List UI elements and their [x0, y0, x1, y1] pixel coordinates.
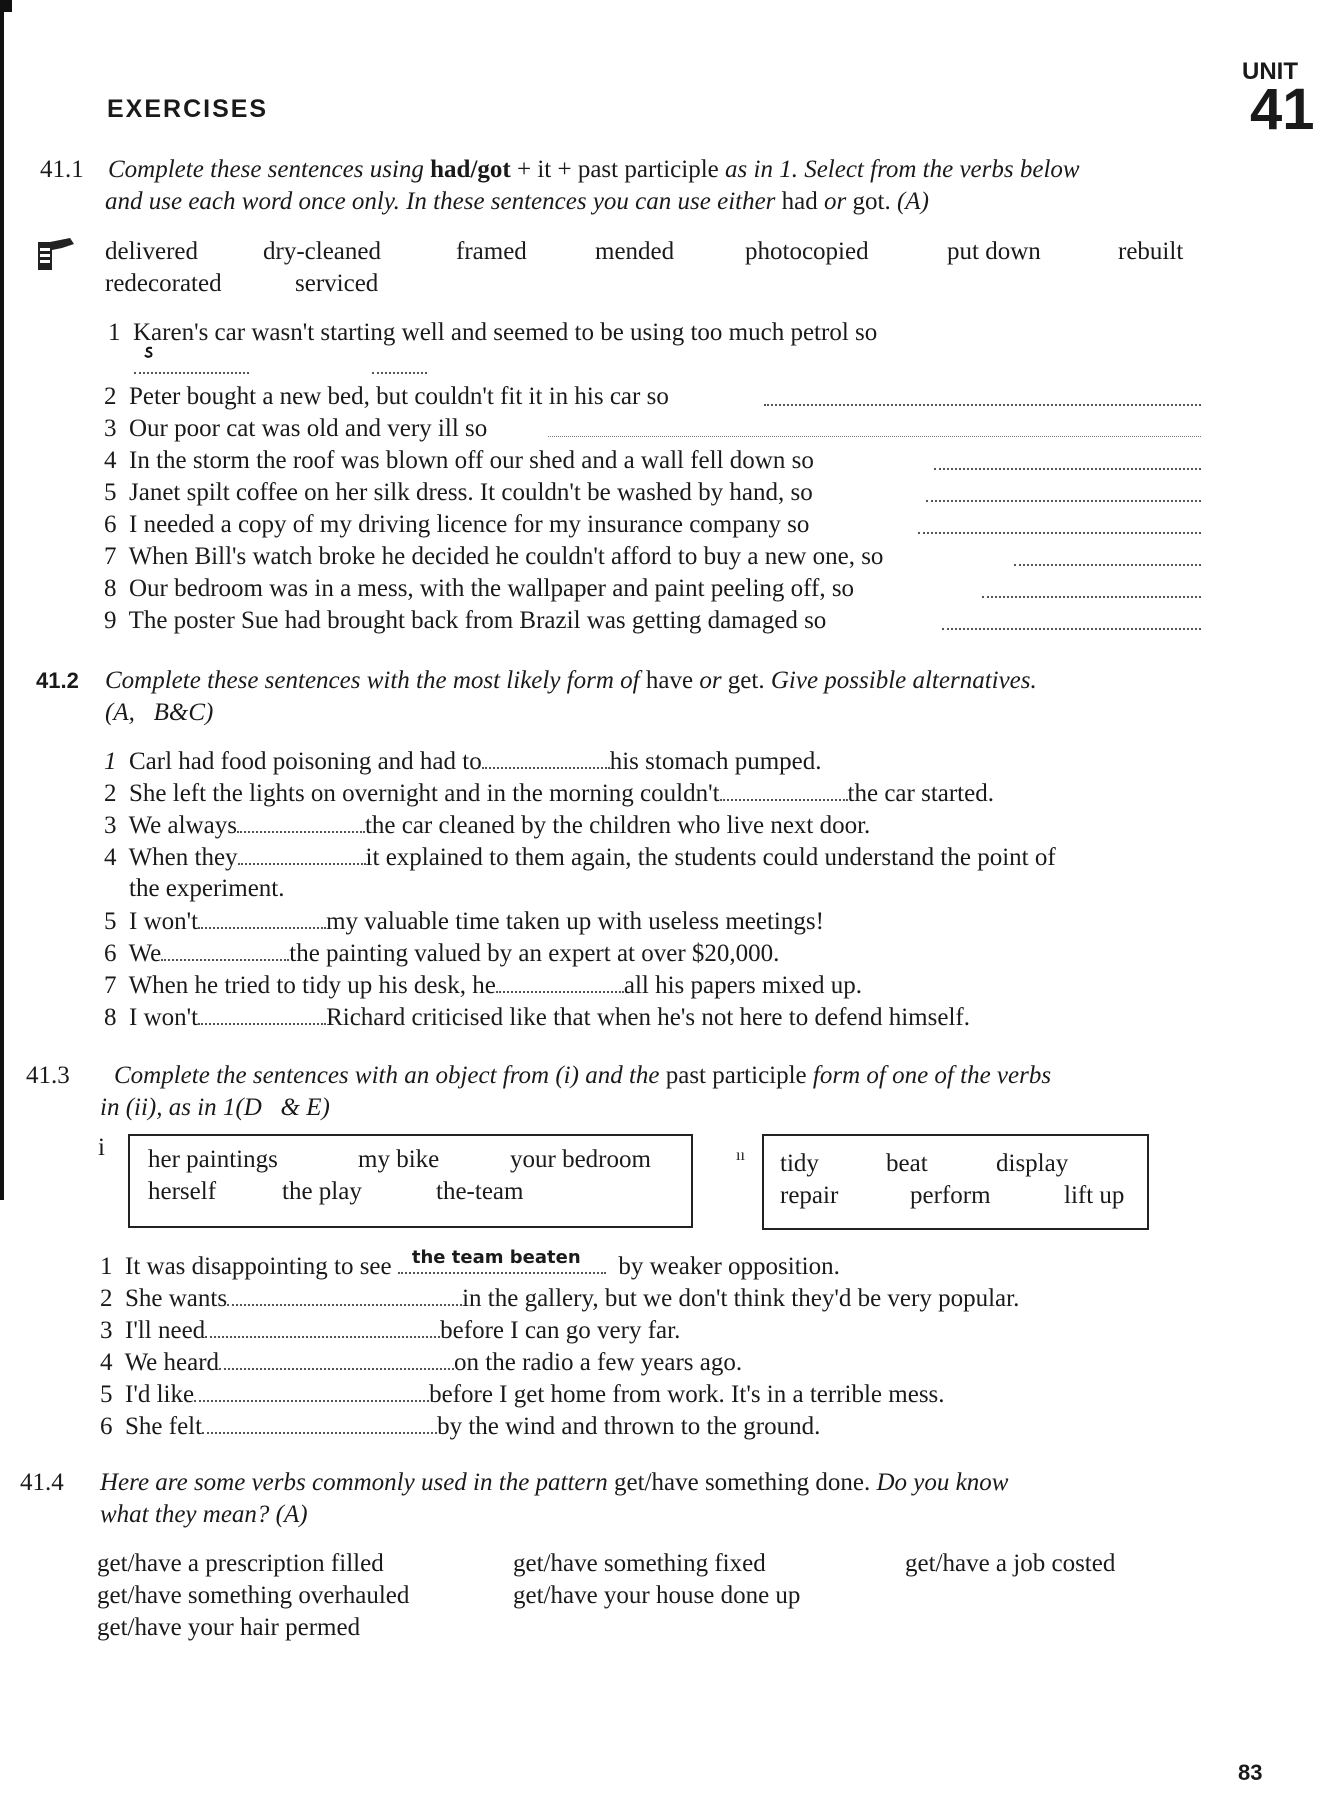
- item-number: 3: [104, 812, 117, 839]
- ex1-instruction-line2: [105, 186, 929, 218]
- answer-blank[interactable]: [205, 1314, 440, 1338]
- ex2-instr-c: or: [693, 667, 728, 694]
- item-number: 1: [100, 1253, 113, 1280]
- answer-blank[interactable]: [237, 809, 365, 833]
- pointing-hand-icon: [36, 236, 76, 272]
- ex1-verb: delivered: [105, 238, 199, 265]
- list-item: [104, 381, 669, 413]
- answer-blank[interactable]: [372, 348, 427, 374]
- box-word: beat: [886, 1150, 928, 1177]
- ex1-verb: dry-cleaned: [263, 238, 381, 265]
- item-number: 6: [104, 511, 117, 538]
- ex4-number: 41.4: [20, 1469, 64, 1496]
- list-item: [104, 841, 1056, 874]
- item-after: the painting valued by an expert at over $20,000.: [289, 940, 780, 967]
- ex1-instr-a: Complete these sentences using: [108, 156, 431, 183]
- box-word: the play: [282, 1178, 362, 1205]
- item-before: I won't: [129, 1004, 199, 1031]
- item-number: 8: [104, 1004, 117, 1031]
- item-number: 8: [104, 575, 117, 602]
- ex3-number: 41.3: [26, 1062, 70, 1089]
- item-number: 2: [104, 383, 117, 410]
- item-after: his stomach pumped.: [609, 748, 822, 775]
- list-item: [100, 1314, 680, 1347]
- ex1-verb: serviced: [295, 270, 379, 297]
- item-after: the car started.: [847, 780, 994, 807]
- box-word: her paintings: [148, 1146, 278, 1173]
- phrase: get/have your house done up: [513, 1582, 801, 1609]
- list-item: [100, 1247, 840, 1283]
- ex2-instr-e: Give possible alternatives.: [764, 667, 1037, 694]
- item-text: The poster Sue had brought back from Brazil was getting damaged so: [128, 607, 827, 634]
- ex1-instr-c: + it + past participle: [510, 156, 726, 183]
- item-before: I won't: [129, 908, 199, 935]
- box-word: repair: [780, 1182, 839, 1209]
- item-number: 1: [104, 748, 117, 775]
- answer-blank[interactable]: [161, 937, 289, 961]
- box-top-border: [130, 1134, 691, 1136]
- list-item-continuation: [129, 873, 285, 905]
- phrase: get/have your hair permed: [97, 1614, 361, 1641]
- answer-blank[interactable]: [194, 1378, 429, 1402]
- ex2-instruction-line2: (A, B&C): [105, 699, 214, 726]
- ex3-instr-c: form of one of the verbs: [806, 1062, 1052, 1089]
- item-number: 5: [104, 479, 117, 506]
- page-number: 83: [1238, 1760, 1263, 1785]
- ex2-number: 41.2: [36, 668, 79, 693]
- answer-blank[interactable]: [219, 1346, 454, 1370]
- box-word: my bike: [358, 1146, 440, 1173]
- list-item: [104, 969, 862, 1002]
- answer-blank[interactable]: [918, 510, 1201, 534]
- item-after: it explained to them again, the students could understand the point of: [365, 844, 1056, 871]
- box-word: perform: [910, 1182, 991, 1209]
- item-after: by the wind and thrown to the ground.: [437, 1413, 821, 1440]
- box-word: display: [996, 1150, 1069, 1177]
- item-text: Our poor cat was old and very ill so: [129, 415, 488, 442]
- list-item: [104, 445, 814, 477]
- item-before: We: [128, 940, 162, 967]
- ex1-number: 41.1: [40, 156, 84, 183]
- item-number: 9: [104, 607, 117, 634]
- item-before: When they: [128, 844, 238, 871]
- item-before: We always: [128, 812, 237, 839]
- ex4-instr-a: Here are some verbs commonly used in the pattern: [100, 1469, 615, 1496]
- item-text: In the storm the roof was blown off our shed and a wall fell down so: [129, 447, 814, 474]
- ex1-verb: rebuilt: [1118, 238, 1184, 265]
- item-number: 3: [104, 415, 117, 442]
- ex1-verb: mended: [595, 238, 675, 265]
- box-word: lift up: [1064, 1182, 1125, 1209]
- item-text: I needed a copy of my driving licence for my insurance company so: [129, 511, 810, 538]
- box-word: your bedroom: [510, 1146, 651, 1173]
- item-after: on the radio a few years ago.: [454, 1349, 743, 1376]
- item-number: 5: [100, 1381, 113, 1408]
- list-item: [104, 477, 813, 509]
- ex1-instr-d: as in 1. Select from the verbs below: [725, 156, 1080, 183]
- ex2-instr-b: have: [645, 667, 694, 694]
- list-item: [100, 1410, 820, 1443]
- item-number: 2: [100, 1285, 113, 1312]
- item-number: 6: [104, 940, 117, 967]
- phrase: get/have a job costed: [905, 1550, 1116, 1577]
- item-text: Karen's car wasn't starting well and seemed to be using too much petrol so: [133, 319, 878, 346]
- item-after: the car cleaned by the children who live next door.: [364, 812, 871, 839]
- list-item: [104, 541, 883, 573]
- item-before: It was disappointing to see: [125, 1253, 392, 1280]
- answer-blank[interactable]: [1014, 542, 1201, 566]
- answer-blank[interactable]: [202, 1410, 437, 1434]
- unit-number: 41: [1250, 77, 1315, 142]
- list-item: [104, 809, 870, 842]
- box-word: herself: [148, 1178, 217, 1205]
- item-after: my valuable time taken up with useless meetings!: [326, 908, 824, 935]
- list-item: [104, 937, 779, 970]
- box-label-ii: ıı: [736, 1147, 745, 1164]
- ex4-instr-c: Do you know: [870, 1469, 1009, 1496]
- item-text: When Bill's watch broke he decided he couldn't afford to buy a new one, so: [128, 543, 884, 570]
- ex3-instr-a: Complete the sentences with an object from (i) and the: [114, 1062, 666, 1089]
- list-item: [104, 573, 854, 605]
- list-item: [104, 745, 822, 778]
- answer-blank[interactable]: [942, 606, 1201, 630]
- answer-blank[interactable]: [198, 905, 326, 929]
- ex3-instruction-line1: [114, 1060, 1051, 1092]
- answer-blank[interactable]: [982, 574, 1201, 598]
- item-before: the experiment.: [129, 875, 285, 902]
- list-item: [104, 413, 487, 445]
- item-before: She left the lights on overnight and in the morning couldn't: [129, 780, 720, 807]
- list-item: [104, 777, 994, 810]
- ex3-instruction-line2: in (ii), as in 1(D & E): [100, 1094, 330, 1121]
- item-number: 4: [104, 844, 117, 871]
- list-item: [104, 905, 824, 938]
- item-before: She wants: [125, 1285, 228, 1312]
- list-item: [104, 605, 826, 637]
- phrase: get/have a prescription filled: [97, 1550, 384, 1577]
- ex1-instr-2b: had: [781, 188, 818, 215]
- list-item: [100, 1282, 1019, 1315]
- ex1-instr-2c: or: [817, 188, 853, 215]
- item-number: 7: [104, 543, 117, 570]
- answer-blank[interactable]: [926, 478, 1201, 502]
- list-item: [108, 317, 877, 349]
- list-item: [100, 1346, 742, 1379]
- ex2-instr-a: Complete these sentences with the most likely form of: [105, 667, 646, 694]
- ex1-instr-2a: and use each word once only. In these sentences you can use either: [105, 188, 782, 215]
- ex4-instruction-line2: what they mean? (A): [100, 1501, 308, 1528]
- item-after: before I can go very far.: [440, 1317, 681, 1344]
- item-number: 2: [104, 780, 117, 807]
- item-number: 4: [100, 1349, 113, 1376]
- item-text: Peter bought a new bed, but couldn't fit it in his car so: [129, 383, 669, 410]
- list-item: [104, 509, 809, 541]
- item-number: 5: [104, 908, 117, 935]
- ex1-verb: photocopied: [745, 238, 869, 265]
- handwriting-mark: [144, 345, 154, 357]
- binding-mark: [0, 0, 12, 12]
- item-before: I'll need: [125, 1317, 206, 1344]
- item-before: When he tried to tidy up his desk, he: [128, 972, 496, 999]
- item-before: I'd like: [125, 1381, 195, 1408]
- phrase: get/have something fixed: [513, 1550, 766, 1577]
- ex4-instruction-line1: [100, 1467, 1008, 1499]
- handwritten-answer: the team beaten: [411, 1247, 581, 1268]
- unit-label: UNIT: [1242, 58, 1298, 85]
- item-after: Richard criticised like that when he's not here to defend himself.: [326, 1004, 970, 1031]
- ex2-instruction-line1: [105, 665, 1037, 697]
- ex1-instruction-line1: [108, 154, 1080, 186]
- ex1-verb: redecorated: [105, 270, 222, 297]
- item-after: by weaker opposition.: [618, 1253, 840, 1280]
- answer-blank[interactable]: [764, 382, 1201, 406]
- ex1-verb: put down: [947, 238, 1041, 265]
- binding-edge: [0, 0, 4, 1200]
- answer-blank[interactable]: [934, 446, 1201, 470]
- ex3-instr-b: past participle: [665, 1062, 807, 1089]
- box-label-i: i: [98, 1134, 105, 1161]
- page-title: EXERCISES: [107, 95, 269, 123]
- item-number: 6: [100, 1413, 113, 1440]
- box-word: the-team: [436, 1178, 524, 1205]
- ex1-instr-b: had/got: [430, 156, 511, 183]
- ex4-instr-b: get/have something done.: [614, 1469, 871, 1496]
- item-number: 7: [104, 972, 117, 999]
- item-before: She felt: [125, 1413, 203, 1440]
- item-after: all his papers mixed up.: [623, 972, 863, 999]
- ex1-instr-2e: (A): [890, 188, 929, 215]
- item-number: 4: [104, 447, 117, 474]
- answer-blank[interactable]: [227, 1282, 462, 1306]
- object-box: [128, 1134, 693, 1228]
- answer-blank[interactable]: [238, 841, 366, 865]
- item-after: before I get home from work. It's in a terrible mess.: [429, 1381, 945, 1408]
- answer-blank[interactable]: [482, 745, 610, 769]
- phrase: get/have something overhauled: [97, 1582, 410, 1609]
- item-number: 1: [108, 319, 121, 346]
- list-item: [104, 1001, 970, 1034]
- item-number: 3: [100, 1317, 113, 1344]
- list-item: [100, 1378, 945, 1411]
- ex1-instr-2d: got.: [852, 188, 891, 215]
- item-before: Carl had food poisoning and had to: [129, 748, 482, 775]
- answer-blank[interactable]: [548, 414, 1201, 437]
- answer-blank[interactable]: [496, 969, 624, 993]
- item-before: We heard: [124, 1349, 220, 1376]
- item-text: Our bedroom was in a mess, with the wallpaper and paint peeling off, so: [129, 575, 855, 602]
- verb-box: [762, 1134, 1149, 1230]
- answer-blank[interactable]: [720, 777, 848, 801]
- ex1-verb: framed: [456, 238, 527, 265]
- box-word: tidy: [780, 1150, 819, 1177]
- ex2-instr-d: get.: [727, 667, 765, 694]
- item-after: in the gallery, but we don't think they'd be very popular.: [462, 1285, 1020, 1312]
- answer-blank[interactable]: [198, 1001, 326, 1025]
- item-text: Janet spilt coffee on her silk dress. It couldn't be washed by hand, so: [129, 479, 813, 506]
- answer-blank[interactable]: [398, 1247, 606, 1274]
